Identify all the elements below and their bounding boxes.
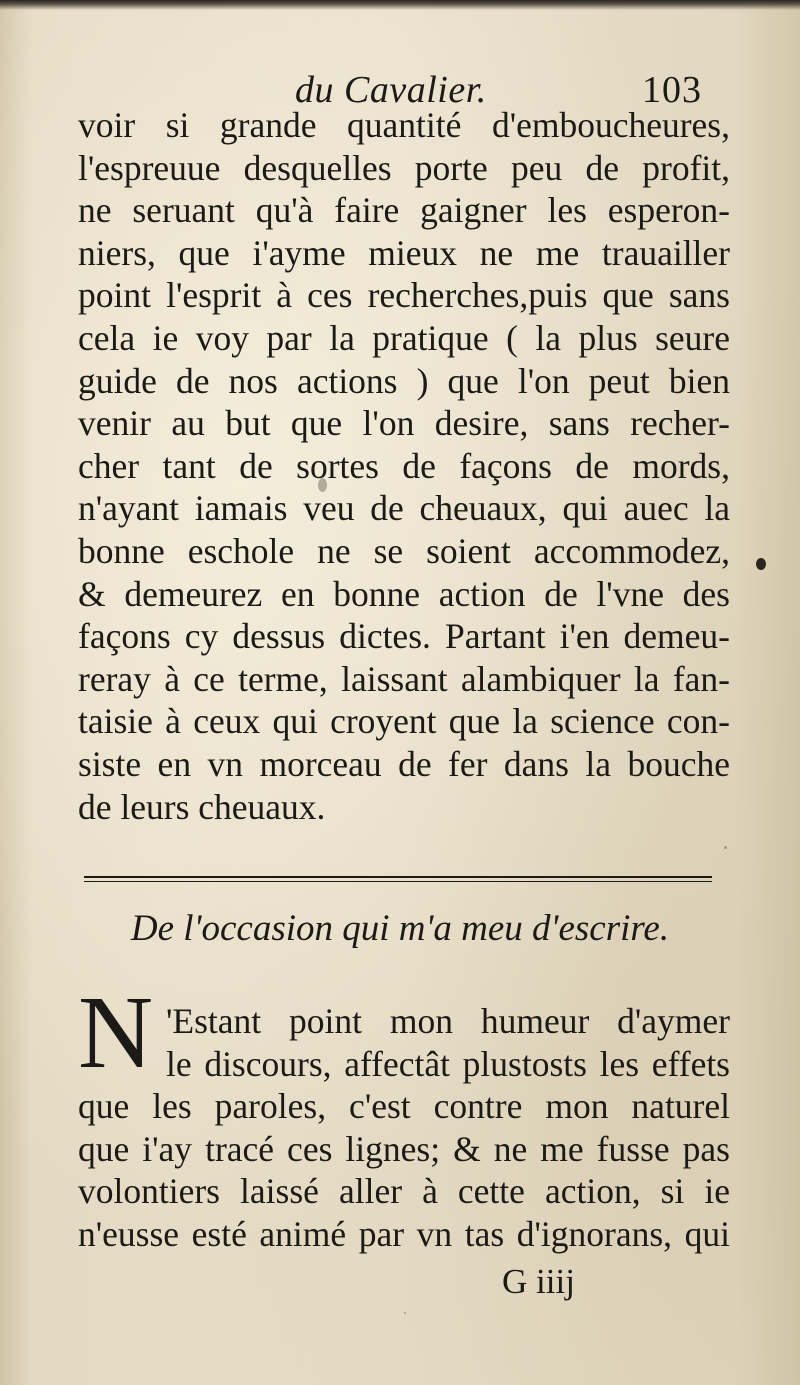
ink-speck [404, 1312, 406, 1314]
running-head: du Cavalier. [295, 69, 487, 111]
text-line: niers, que i'ayme mieux ne me trauailler [78, 232, 730, 273]
text-line: taisie à ceux qui croyent que la science con- [78, 701, 730, 742]
text-line: ne seruant qu'à faire gaigner les esperon- [78, 190, 730, 231]
section-divider-thick [84, 876, 712, 878]
drop-cap-text [166, 1000, 730, 1085]
text-line: guide de nos actions ) que l'on peut bien [78, 360, 730, 401]
body-text-bottom [78, 1085, 730, 1255]
ink-blot [756, 558, 766, 570]
text-line: cela ie voy par la pratique ( la plus seure [78, 317, 730, 358]
signature-mark: G iiij [502, 1262, 575, 1301]
text-line: que les paroles, c'est contre mon naturel [78, 1086, 730, 1126]
section-divider-thin [84, 881, 712, 882]
text-line: de leurs cheuaux. [78, 786, 326, 827]
text-line: volontiers laissé aller à cette action, si ie [78, 1171, 730, 1212]
text-line: façons cy dessus dictes. Partant i'en demeu- [78, 616, 730, 657]
text-line: reray à ce terme, laissant alambiquer la fan- [78, 658, 730, 699]
text-line: voir si grande quantité d'emboucheures, [78, 105, 730, 145]
page-top-edge [0, 0, 800, 10]
text-line: venir au but que l'on desire, sans recher- [78, 403, 730, 444]
text-line: & demeurez en bonne action de l'vne des [78, 573, 730, 614]
text-line: l'espreuue desquelles porte peu de profit, [78, 147, 730, 188]
section-heading: De l'occasion qui m'a meu d'escrire. [130, 908, 670, 949]
text-line: bonne eschole ne se soient accommodez, [78, 530, 730, 571]
text-line: que i'ay tracé ces lignes; & ne me fusse pas [78, 1128, 730, 1169]
text-line: point l'esprit à ces recherches,puis que sans [78, 275, 730, 316]
text-line: n'ayant iamais veu de cheuaux, qui auec la [78, 488, 730, 529]
text-line: siste en vn morceau de fer dans la bouche [78, 743, 730, 784]
ink-speck [318, 478, 327, 492]
ink-speck [724, 846, 727, 849]
body-text-top [78, 104, 730, 828]
page-number: 103 [642, 69, 702, 111]
text-line: cher tant de sortes de façons de mords, [78, 445, 730, 486]
text-line: n'eusse esté animé par vn tas d'ignorans, qui [78, 1213, 730, 1254]
text-line: le discours, affectât plustosts les effets [166, 1043, 730, 1084]
drop-cap: N [78, 975, 154, 1090]
text-line: 'Estant point mon humeur d'aymer [166, 1001, 730, 1041]
